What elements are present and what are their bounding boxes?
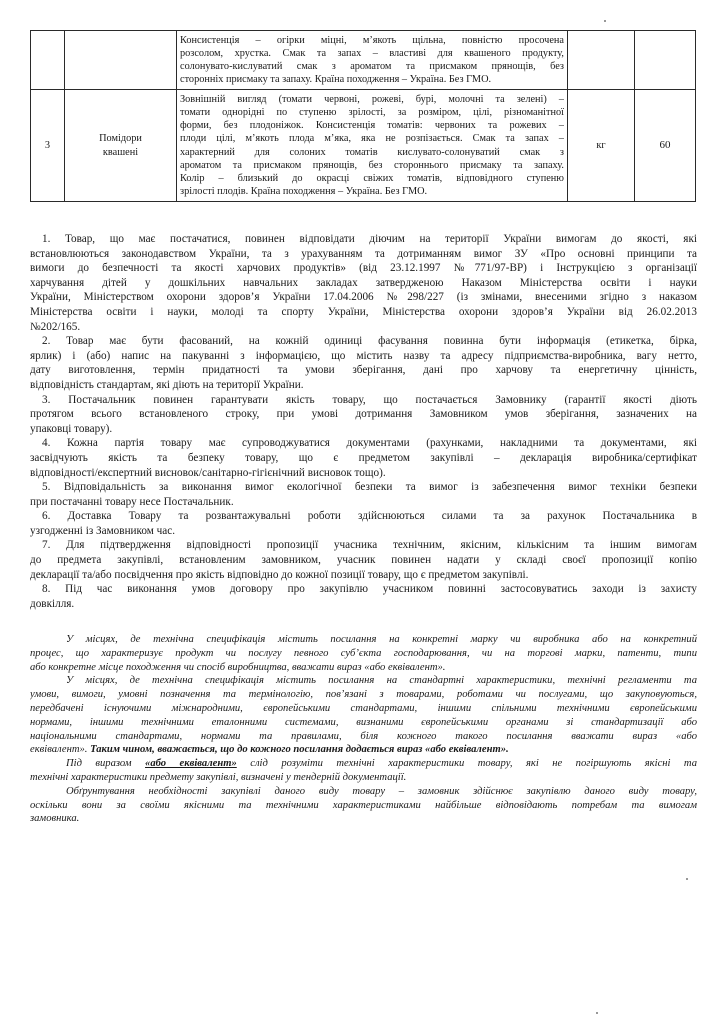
- paragraph-line: 3. Постачальник повинен гарантувати якість товару, що постачається Замовнику (гарантії якості діють: [42, 393, 697, 406]
- italic-text: слід розуміти технічні характеристики товару, які не погіршують якісні та: [236, 758, 697, 770]
- row-unit-cell: [568, 31, 635, 90]
- italic-line: процес, що характеризує продукт чи послугу певного суб’єкта господарювання, чи на торгові марки, патенти, типи: [30, 647, 697, 659]
- italic-paragraph: [30, 757, 697, 785]
- paragraph-line: при постачанні товару несе Постачальник.: [30, 495, 234, 508]
- equivalent-term: «або еквівалент»: [145, 758, 237, 770]
- requirement-paragraph: [30, 480, 697, 509]
- scan-speck: [604, 20, 606, 22]
- paragraph-line: упаковці товару).: [30, 422, 113, 435]
- paragraph-line: 7. Для підтвердження відповідності пропозиції учасника технічним, якісним, кількісним та іншим вимогам: [42, 539, 697, 552]
- paragraph-line: харчування дітей у дошкільних навчальних закладах затвердженою Наказом Міністерства освіти і науки: [30, 276, 697, 289]
- requirement-paragraph: [30, 393, 697, 437]
- requirements-list: [30, 232, 697, 611]
- italic-line: технічні характеристики предмету закупівлі, визначені у тендерній документації.: [30, 771, 407, 783]
- italic-paragraph: [30, 674, 697, 757]
- paragraph-line: відповідність стандартам, які діють на території України.: [30, 378, 304, 391]
- description-line: Консистенція – огірки міцні, м’якоть щільна, повністю просочена: [180, 34, 564, 46]
- paragraph-line: 6. Доставка Товару та розвантажувальні роботи здійснюються силами та за рахунок Постачальника в: [42, 510, 697, 523]
- description-line: розсолом, хрустка. Смак та запах – властиві для квашеного продукту,: [180, 47, 564, 59]
- row-qty-cell: [635, 31, 696, 90]
- description-line: плоди цілі, м’якоть плода м’яка, яка не розпізається. Смак та запах –: [180, 133, 564, 145]
- paragraph-line: України, Міністерством охорони здоров’я України 17.04.2006 №298/227 (із змінами, внесеними згідно з наказом: [30, 291, 697, 304]
- italic-line: умови, вимоги, умовні позначення та термінологію, пов’язані з товарами, роботами чи послугами, що закуповуються,: [30, 689, 697, 701]
- requirement-paragraph: [30, 509, 697, 538]
- paragraph-line: протягом всього встановленого строку, при умові дотримання Замовником умов зберігання, зазначених на: [30, 408, 697, 421]
- description-line: сторонніх присмаку та запаху. Країна походження – Україна. Без ГМО.: [180, 74, 492, 86]
- italic-paragraph: [30, 633, 697, 674]
- italic-line: У місцях, де технічна специфікація містить посилання на конкретні марку чи виробника або на конкретний: [66, 634, 697, 645]
- paragraph-line: вимоги до безпечності та якості харчових продуктів» (від 23.12.1997 №771/97-ВР) і Інструкцією з організації: [30, 262, 697, 275]
- paragraph-line: Міністерства освіти і науки, молоді та спорту України, Міністерства охорони здоров’я України від 26.02.2013: [30, 305, 697, 318]
- equivalent-clause: [30, 633, 697, 826]
- requirement-paragraph: [30, 232, 697, 334]
- description-line: Зовнішній вигляд (томати червоні, рожеві, бурі, молочні та зелені) –: [180, 94, 564, 106]
- paragraph-line: ярлик) і (або) напис на пакуванні з інформацією, що містить назву та адресу підприємства-виробника, вагу нетто,: [30, 349, 697, 362]
- product-name-line: Помідори: [99, 133, 142, 145]
- spec-table: [30, 30, 696, 202]
- italic-line: оскільки вони за своїми якісними та технічними характеристиками найбільше відповідають потребам та вимогам: [30, 799, 697, 811]
- scan-speck: [686, 878, 688, 880]
- italic-line: нормами, іншими технічними еталонними системами, визнаними європейськими органами зі стандартизації або: [30, 716, 697, 728]
- description-line: характерний для солоних томатів кислувато-солонуватий смак з: [180, 146, 564, 158]
- scan-speck: [596, 1012, 598, 1014]
- description-line: солонувато-кислуватий смак з ароматом та присмаком прянощів, без: [180, 61, 564, 72]
- bold-statement: Таким чином, вважається, що до кожного посилання додається вираз «або еквівалент».: [90, 744, 509, 756]
- paragraph-line: засвідчують якість та безпеку товару, що є предметом закупівлі – декларація виробника/сертифікат: [30, 451, 697, 464]
- description-line: Колір – близький до окрасці свіжих томатів, відповідного ступеню: [180, 172, 564, 184]
- description-line: томати однорідні по ступеню зрілості, за розміром, цілі, різноманітної: [180, 107, 564, 119]
- italic-line: У місцях, де технічна специфікація містить посилання на стандартні характеристики, технічні регламенти та: [66, 675, 697, 687]
- italic-line: національними стандартами, нормами та правилами, біля кожного такого посилання вважати вираз «або: [30, 730, 697, 742]
- table-row: [31, 90, 696, 202]
- paragraph-line: 4. Кожна партія товару має супроводжуватися документами (рахунками, накладними та документами, які: [42, 437, 697, 450]
- paragraph-line: дату виготовлення, термін придатності та умови зберігання, дані про харчову та енергетичну цінність,: [30, 364, 697, 377]
- paragraph-line: 1. Товар, що має постачатися, повинен відповідати діючим на території України вимогам до якості, які: [42, 233, 697, 245]
- italic-line: або конкретне місце походження чи спосіб виробництва, вважати вираз «або еквівалент».: [30, 661, 446, 673]
- requirement-paragraph: [30, 334, 697, 392]
- row-qty-cell: 60: [635, 90, 696, 202]
- row-name-cell: [65, 90, 177, 202]
- italic-paragraph: [30, 785, 697, 826]
- paragraph-line: до предмета закупівлі, встановленим замовником, учасник повинен надати у складі своєї пропозиції копію: [30, 554, 697, 567]
- paragraph-line: №202/165.: [30, 320, 81, 333]
- table-row: [31, 31, 696, 90]
- paragraph-line: узгодженні із Замовником час.: [30, 524, 176, 537]
- paragraph-line: 5. Відповідальність за виконання вимог екологічної безпеки та вимог із забезпечення вимог техніки безпеки: [42, 481, 697, 494]
- row-num-cell: 3: [31, 90, 65, 202]
- paragraph-line: 8. Під час виконання умов договору про закупівлю учасником повинні застосовуватись заходи із захисту: [42, 583, 697, 596]
- description-line: ароматом та присмаком прянощів, без стороннього присмаку та запаху.: [180, 159, 564, 171]
- paragraph-line: відповідності/експертний висновок/санітарно-гігієнічний висновок тощо).: [30, 466, 386, 479]
- italic-line: передбачені існуючими міжнародними, європейськими стандартами, іншими спільними технічними європейськими: [30, 702, 697, 714]
- description-line: форми, без плодоніжок. Консистенція томатів: червоних та рожевих –: [180, 120, 564, 132]
- paragraph-line: 2. Товар має бути фасований, на кожній одиниці фасування повинна бути інформація (етикетка, бірка,: [42, 335, 697, 348]
- italic-line: [30, 743, 697, 757]
- requirement-paragraph: [30, 582, 697, 611]
- paragraph-line: встановлюються законодавством України, та з урахуванням та дотриманням вимог ЗУ «Про основні принципи та: [30, 247, 697, 260]
- requirement-paragraph: [30, 436, 697, 480]
- italic-text: еквівалент».: [30, 744, 91, 756]
- paragraph-line: довкілля.: [30, 597, 75, 610]
- paragraph-line: декларації та/або посвідчення про якість відповідно до кожної позиції товару, що є предметом закупівлі.: [30, 568, 529, 581]
- row-num-cell: [31, 31, 65, 90]
- italic-line: замовника.: [30, 813, 80, 825]
- italic-text: Під виразом: [66, 758, 146, 770]
- product-name-line: квашені: [102, 146, 139, 158]
- description-line: зрілості плодів. Країна походження – Україна. Без ГМО.: [180, 185, 428, 197]
- row-unit-cell: кг: [568, 90, 635, 202]
- italic-line: Обґрунтування необхідності закупівлі даного виду товару – замовник здійснює закупівлю даного виду товару,: [66, 785, 697, 797]
- requirement-paragraph: [30, 538, 697, 582]
- row-desc-cell: [177, 90, 568, 202]
- row-name-cell: [65, 31, 177, 90]
- italic-line: [30, 757, 697, 771]
- row-desc-cell: [177, 31, 568, 90]
